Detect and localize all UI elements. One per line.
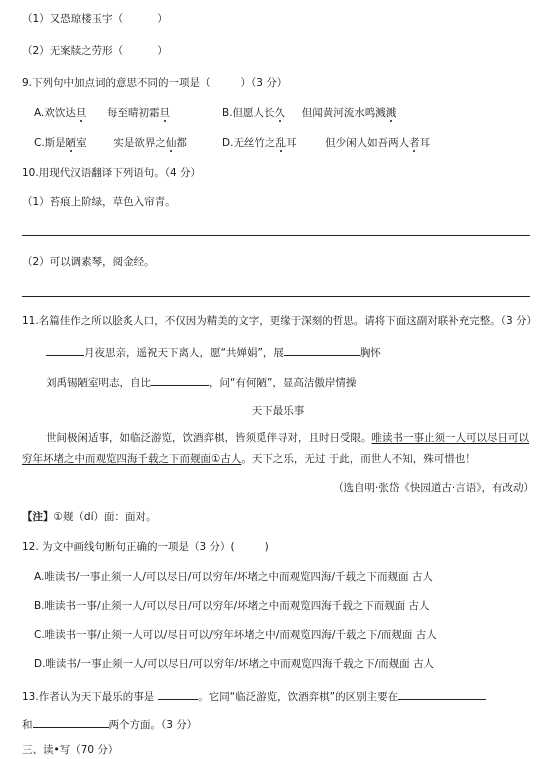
passage-underlined-2: 穷年坏堵之中而观览四海千载之下而觌面①古人 xyxy=(22,453,242,465)
q9-option-d-phrase-1-end: 耳 xyxy=(285,137,297,149)
q9-option-c-letter: C. xyxy=(34,137,45,149)
q9-option-a-dotted-1: 旦 xyxy=(75,107,87,119)
q9-option-a xyxy=(34,106,170,120)
q9-option-c-dotted-1: 陋 xyxy=(65,137,77,149)
q8-item-2-close: ） xyxy=(157,45,168,57)
q12-stem xyxy=(22,540,269,554)
q9-option-b-phrase-2: 但闻黄河流水鸣溅 xyxy=(301,107,386,119)
q13-blank-2[interactable] xyxy=(398,688,486,700)
q11-stem: 11.名篇佳作之所以脍炙人口，不仅因为精美的文字，更缘于深刻的哲思。请将下面这副对联补充完整。（3 分） xyxy=(22,315,537,327)
q9-option-b-dotted-2: 溅 xyxy=(385,107,397,119)
q9-option-b-phrase-1: 但愿人长 xyxy=(232,107,275,119)
q9-option-b-dotted-1: 久 xyxy=(274,107,286,119)
q13-text-4: 两个方面。（3 分） xyxy=(108,719,198,731)
q9-option-a-dotted-2: 旦 xyxy=(159,107,171,119)
passage-line-1 xyxy=(46,431,529,445)
q12-option-c[interactable]: C.唯读书一事/止须一人可以/尽日可以/穷年坏堵之中/而观览四海/千载之下/而觌面 古人 xyxy=(34,629,437,641)
passage-line-2-text: 。天下之乐，无过 于此，而世人不知，殊可惜也！ xyxy=(241,453,476,465)
q13-text-1: 13.作者认为天下最乐的事是 xyxy=(22,691,155,703)
q12-stem-end: ) xyxy=(264,541,269,553)
q9-option-c-phrase-2: 实是欲界之 xyxy=(113,137,166,149)
q10-answer-line-2[interactable] xyxy=(22,296,530,297)
q9-option-d-dotted-2: 者 xyxy=(409,137,420,149)
passage-line-1-text: 世间极闲适事，如临泛游览，饮酒弈棋，皆须觅伴寻对，且时日受限。 xyxy=(46,432,372,444)
q12-stem-text: 12. 为文中画线句断句正确的一项是（3 分）( xyxy=(22,541,235,553)
passage-title: 天下最乐事 xyxy=(251,405,305,417)
note-text: ①觌（dí）面：面对。 xyxy=(53,511,157,523)
q9-option-a-phrase-2: 每至晴初霜 xyxy=(107,107,160,119)
q9-option-b xyxy=(222,106,396,120)
q9-stem-end: ）（3 分） xyxy=(240,77,288,89)
q9-option-d-phrase-2: 但少闲人如吾两人 xyxy=(325,137,410,149)
q13-text-3: 和 xyxy=(22,719,33,731)
q9-option-c xyxy=(34,136,187,150)
q11-blank-2[interactable] xyxy=(284,344,360,356)
passage-line-2 xyxy=(22,452,476,466)
q13-text-2: 。它同“临泛游览，饮酒弈棋”的区别主要在 xyxy=(198,691,399,703)
q11-line-1-text: 月夜思亲，遥祝天下离人，愿“共婵娟”，展 xyxy=(84,347,284,359)
q11-couplet-line-1 xyxy=(46,344,381,360)
q13-line-2 xyxy=(22,716,197,732)
q9-option-c-dotted-2: 仙 xyxy=(165,137,177,149)
q8-item-2-text: （2）无案牍之劳形（ xyxy=(22,45,124,57)
q11-couplet-line-2 xyxy=(46,374,356,390)
q9-option-c-phrase-1: 斯是 xyxy=(44,137,66,149)
q11-blank-1[interactable] xyxy=(46,344,84,356)
passage-underlined-1: 唯读书一事止须一人可以尽日可以 xyxy=(371,432,529,444)
q9-stem-text: 9.下列句中加点词的意思不同的一项是（ xyxy=(22,77,211,89)
q12-option-b[interactable]: B.唯读书一事/止须一人/可以尽日/可以穷年/坏堵之中而观览四海千载之下而觌面 古人 xyxy=(34,600,430,612)
q13-blank-3[interactable] xyxy=(33,716,109,728)
q9-option-d-dotted-1: 乱 xyxy=(275,137,286,149)
q10-sentence-1: （1）苔痕上阶绿，草色入帘青。 xyxy=(22,196,176,208)
q13-blank-1[interactable] xyxy=(158,688,198,700)
q8-item-1 xyxy=(22,12,168,26)
q11-line-2-text: 刘禹锡陋室明志，自比 xyxy=(46,377,151,389)
q9-option-b-letter: B. xyxy=(222,107,233,119)
q9-option-d-phrase-1: 无丝竹之 xyxy=(233,137,276,149)
q13-line-1 xyxy=(22,688,486,704)
q8-item-1-text: （1）又恐琼楼玉宇（ xyxy=(22,13,124,25)
q9-option-c-phrase-1-end: 室 xyxy=(76,137,87,149)
q10-stem: 10.用现代汉语翻译下列语句。（4 分） xyxy=(22,167,201,179)
q12-option-a[interactable]: A.唯读书/一事止须一人/可以尽日/可以穷年/坏堵之中而观览四海/千载之下而觌面 古人 xyxy=(34,571,433,583)
q9-option-d-phrase-2-end: 耳 xyxy=(419,137,431,149)
q11-blank-3[interactable] xyxy=(151,374,209,386)
q9-option-c-phrase-2-end: 都 xyxy=(176,137,187,149)
q11-line-1-end: 胸怀 xyxy=(359,347,381,359)
q8-item-1-close: ） xyxy=(157,13,168,25)
q9-option-a-phrase-1: 欢饮达 xyxy=(44,107,76,119)
note-label: 【注】 xyxy=(22,511,54,523)
q11-line-2-rest: ，问“有何陋”，显高洁傲岸情操 xyxy=(209,377,357,389)
q8-item-2 xyxy=(22,44,168,58)
q10-answer-line-1[interactable] xyxy=(22,235,530,236)
q9-option-a-letter: A. xyxy=(34,107,45,119)
q9-option-d xyxy=(222,136,430,150)
passage-source: （选自明·张岱《快园道古·言语》，有改动） xyxy=(333,482,534,494)
q9-option-d-letter: D. xyxy=(222,137,234,149)
passage-note xyxy=(22,510,157,524)
section-3-heading: 三、读•写（70 分） xyxy=(22,744,119,756)
q10-sentence-2: （2）可以调素琴，阅金经。 xyxy=(22,256,155,268)
q9-stem xyxy=(22,76,287,90)
q12-option-d[interactable]: D.唯读书/一事止须一人/可以尽日/可以穷年/坏堵之中而观览四海千载之下/而觌面 古人 xyxy=(34,658,434,670)
